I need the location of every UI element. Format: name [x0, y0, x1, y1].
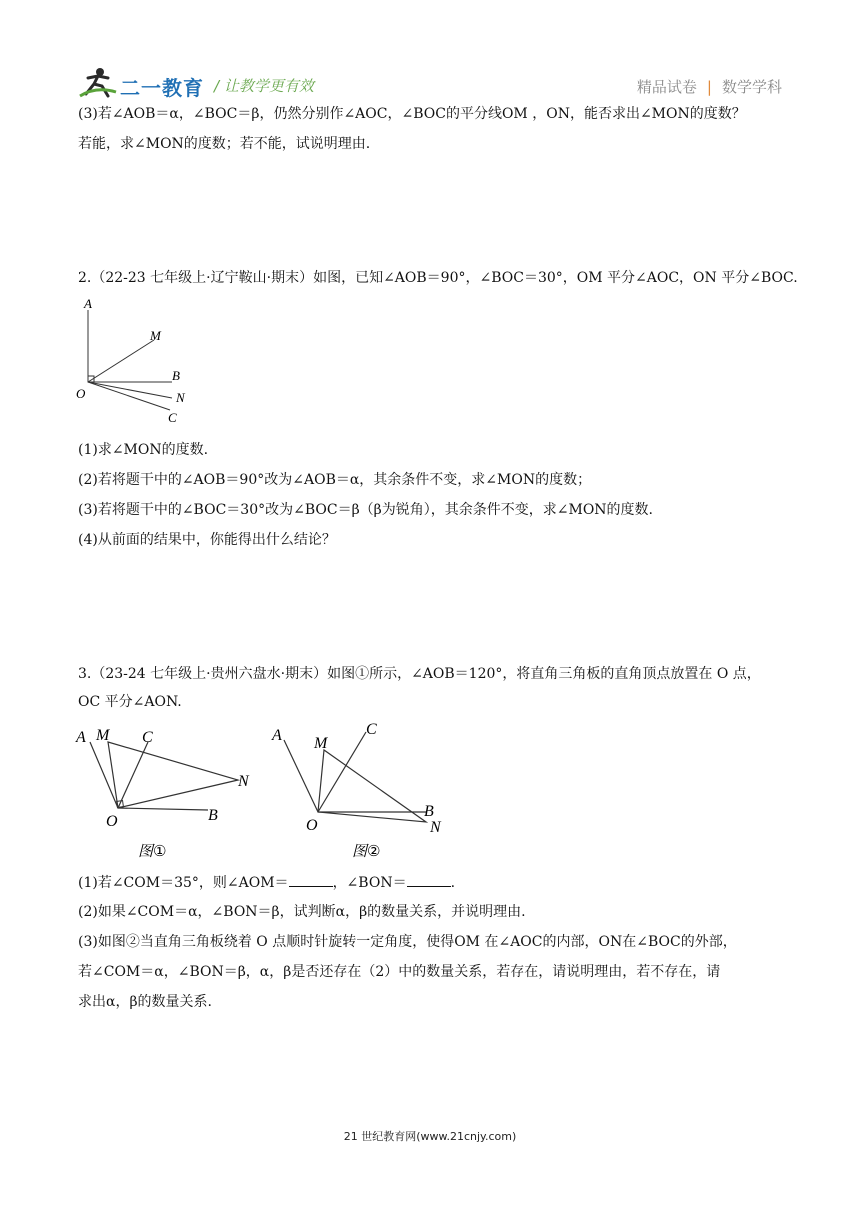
label-a: A	[76, 729, 86, 746]
q3-part1-text-b: ，∠BON＝	[332, 875, 407, 891]
header-logo	[78, 66, 328, 100]
header-left-text: 精品试卷	[636, 78, 697, 96]
q3-figure-1	[74, 720, 264, 864]
q2-part4: (4)从前面的结果中，你能得出什么结论？	[78, 532, 336, 548]
q3-part3-line3: 求出α，β的数量关系.	[78, 994, 212, 1010]
label-a: A	[272, 727, 282, 744]
q2-part3: (3)若将题干中的∠BOC＝30°改为∠BOC＝β（β为锐角），其余条件不变，求∠MON的度数.	[78, 502, 654, 518]
header-subject	[637, 76, 782, 97]
label-n: N	[238, 773, 249, 790]
label-c: C	[168, 410, 177, 425]
logo-text: 二一教育	[120, 76, 204, 100]
q3-part1-text-a: (1)若∠COM＝35°，则∠AOM＝	[78, 875, 289, 891]
label-n: N	[430, 819, 441, 836]
label-m: M	[314, 735, 328, 752]
answer-blank-aom[interactable]	[289, 872, 333, 887]
ray-on	[88, 382, 172, 398]
ray-oa	[90, 742, 118, 808]
label-b: B	[208, 807, 218, 824]
fig2-caption: 图②	[352, 842, 381, 860]
ray-om	[88, 340, 154, 382]
q3-stem-line2: OC 平分∠AON.	[78, 694, 182, 710]
q2-figure	[74, 294, 204, 426]
label-c: C	[142, 729, 153, 746]
label-c: C	[366, 721, 377, 738]
runner-logo-icon	[78, 66, 118, 100]
set-square	[108, 742, 238, 808]
header-separator: |	[706, 78, 712, 96]
q3-part1	[78, 872, 455, 893]
label-m: M	[96, 727, 110, 744]
q2-part1: (1)求∠MON的度数.	[78, 442, 209, 458]
label-o: O	[76, 386, 86, 401]
q1-line2: 若能，求∠MON的度数；若不能，试说明理由.	[78, 136, 371, 152]
label-b: B	[172, 368, 180, 383]
q2-stem: 2.（22-23 七年级上·辽宁鞍山·期末）如图，已知∠AOB＝90°，∠BOC＝30°，OM 平分∠AOC，ON 平分∠BOC.	[78, 270, 798, 286]
q1-line1: (3)若∠AOB＝α，∠BOC＝β，仍然分别作∠AOC，∠BOC的平分线OM ，ON，能否求出∠MON的度数？	[78, 106, 746, 122]
answer-blank-bon[interactable]	[407, 872, 451, 887]
label-o: O	[106, 813, 118, 830]
label-a: A	[84, 296, 92, 311]
label-o: O	[306, 817, 318, 834]
ray-oa	[284, 740, 318, 812]
q3-stem-line1: 3.（23-24 七年级上·贵州六盘水·期末）如图①所示，∠AOB＝120°，将直角三角板的直角顶点放置在 O 点，	[78, 666, 761, 682]
label-b: B	[424, 803, 434, 820]
q3-part3-line1: (3)如图②当直角三角板绕着 O 点顺时针旋转一定角度，使得OM 在∠AOC的内部，ON在∠BOC的外部，	[78, 934, 737, 950]
q3-figure-2	[268, 716, 468, 864]
q2-part2: (2)若将题干中的∠AOB＝90°改为∠AOB＝α，其余条件不变，求∠MON的度数；	[78, 472, 592, 488]
fig1-caption: 图①	[138, 842, 167, 860]
ray-oc	[88, 382, 170, 410]
header-right-text: 数学学科	[721, 78, 782, 96]
ray-ob	[118, 808, 208, 810]
q3-part1-text-c: .	[450, 875, 456, 891]
label-n: N	[176, 390, 185, 405]
slogan: / 让教学更有效	[214, 77, 314, 95]
q3-part2: (2)如果∠COM＝α，∠BON＝β，试判断α，β的数量关系，并说明理由.	[78, 904, 526, 920]
q3-part3-line2: 若∠COM＝α，∠BON＝β，α，β是否还存在（2）中的数量关系，若存在，请说明理由，若不存在，请	[78, 964, 721, 980]
page-footer: 21 世纪教育网(www.21cnjy.com)	[343, 1130, 517, 1143]
label-m: M	[150, 328, 161, 343]
